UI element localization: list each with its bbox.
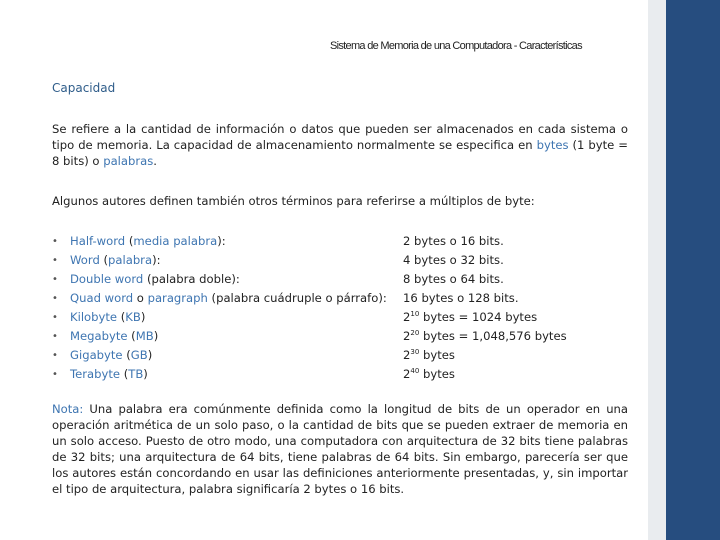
palabras-term: palabras <box>103 154 154 168</box>
list-item <box>52 365 392 384</box>
value-exponent: 40 <box>410 367 420 376</box>
byte-terms-list <box>52 232 392 384</box>
section-heading: Capacidad <box>52 81 116 95</box>
list-item <box>52 308 392 327</box>
slide-title: Sistema de Memoria de una Computadora - Características <box>330 40 582 52</box>
term-text-end: ) <box>153 329 159 343</box>
term-name: Half-word <box>70 234 126 248</box>
list-item <box>52 251 392 270</box>
term-text: ( <box>122 348 131 362</box>
value-item <box>403 327 633 346</box>
value-exponent: 30 <box>410 348 420 357</box>
list-item <box>52 232 392 251</box>
value-rest: bytes = 1024 bytes <box>419 310 538 324</box>
term-text: (palabra doble): <box>143 272 240 286</box>
bullet-icon: • <box>52 312 58 323</box>
intro-text-2: (1 byte = 8 bits) o <box>52 138 628 168</box>
note-paragraph <box>52 401 628 497</box>
value-rest: bytes <box>419 367 455 381</box>
list-item <box>52 289 392 308</box>
side-bar-dark <box>666 0 720 540</box>
authors-paragraph: Algunos autores definen también otros términos para referirse a múltiplos de byte: <box>52 194 535 208</box>
value-base: 2 <box>403 310 411 324</box>
list-item <box>52 346 392 365</box>
term-text: ( <box>125 234 134 248</box>
term-alias: media palabra <box>133 234 218 248</box>
value-item <box>403 365 633 384</box>
term-text-end: (palabra cuádruple o párrafo): <box>207 291 387 305</box>
term-text: ( <box>127 329 136 343</box>
term-name: Gigabyte <box>70 348 123 362</box>
term-name: Word <box>70 253 100 267</box>
list-item <box>52 270 392 289</box>
term-alias: GB <box>130 348 148 362</box>
value-base: 16 bytes o 128 bits. <box>403 291 519 305</box>
value-item <box>403 289 633 308</box>
value-base: 4 bytes o 32 bits. <box>403 253 504 267</box>
bullet-icon: • <box>52 255 58 266</box>
term-text-end: ) <box>147 348 153 362</box>
byte-values-list <box>403 232 633 384</box>
term-name: Terabyte <box>70 367 121 381</box>
intro-text-1: Se refiere a la cantidad de información o datos que pueden ser almacenados en cada sistema o tipo de memoria. La capacidad de almacenamiento normalmente se especifica en <box>52 122 628 152</box>
bullet-icon: • <box>52 236 58 247</box>
term-text-end: ): <box>217 234 226 248</box>
side-strip-light <box>648 0 666 540</box>
value-base: 2 bytes o 16 bits. <box>403 234 504 248</box>
term-text: ( <box>117 310 126 324</box>
term-text: ( <box>120 367 129 381</box>
value-item <box>403 346 633 365</box>
term-alias: MB <box>135 329 154 343</box>
value-item <box>403 270 633 289</box>
bullet-icon: • <box>52 274 58 285</box>
value-base: 2 <box>403 367 411 381</box>
value-base: 8 bytes o 64 bits. <box>403 272 504 286</box>
term-name: Double word <box>70 272 144 286</box>
bullet-icon: • <box>52 369 58 380</box>
value-rest: bytes = 1,048,576 bytes <box>419 329 567 343</box>
value-item <box>403 308 633 327</box>
value-item <box>403 232 633 251</box>
term-alias: KB <box>125 310 141 324</box>
value-exponent: 10 <box>410 310 420 319</box>
term-alias: TB <box>128 367 144 381</box>
value-rest: bytes <box>419 348 455 362</box>
value-base: 2 <box>403 329 411 343</box>
term-text-end: ) <box>140 310 146 324</box>
bullet-icon: • <box>52 331 58 342</box>
term-text-end: ) <box>143 367 148 381</box>
intro-text-3: . <box>153 154 157 168</box>
term-text-end: ): <box>152 253 161 267</box>
term-name: Megabyte <box>70 329 128 343</box>
term-alias: palabra <box>108 253 153 267</box>
value-base: 2 <box>403 348 411 362</box>
value-exponent: 20 <box>410 329 420 338</box>
list-item <box>52 327 392 346</box>
term-alias: paragraph <box>147 291 208 305</box>
value-item <box>403 251 633 270</box>
bytes-term: bytes <box>536 138 569 152</box>
note-text: Una palabra era comúnmente definida como la longitud de bits de un operador en una operación aritmética de un solo paso, o la cantidad de bits que se pueden extraer de memoria en un solo acceso. Puesto de otro modo, una computadora con arquitectura de 32 bits tiene palabras de 32 bits; una arquitectura de 64 bits, tiene palabras de 64 bits. Sin embargo, parecería ser que los autores están concordando en usar las definiciones anteriormente presentadas, y, sin importar el tipo de arquitectura, palabra significaría 2 bytes o 16 bits. <box>52 402 628 496</box>
bullet-icon: • <box>52 293 58 304</box>
intro-paragraph <box>52 121 628 169</box>
note-label: Nota: <box>52 402 84 416</box>
term-name: Kilobyte <box>70 310 118 324</box>
bullet-icon: • <box>52 350 58 361</box>
term-text: ( <box>99 253 109 267</box>
term-text: o <box>133 291 148 305</box>
term-name: Quad word <box>70 291 134 305</box>
